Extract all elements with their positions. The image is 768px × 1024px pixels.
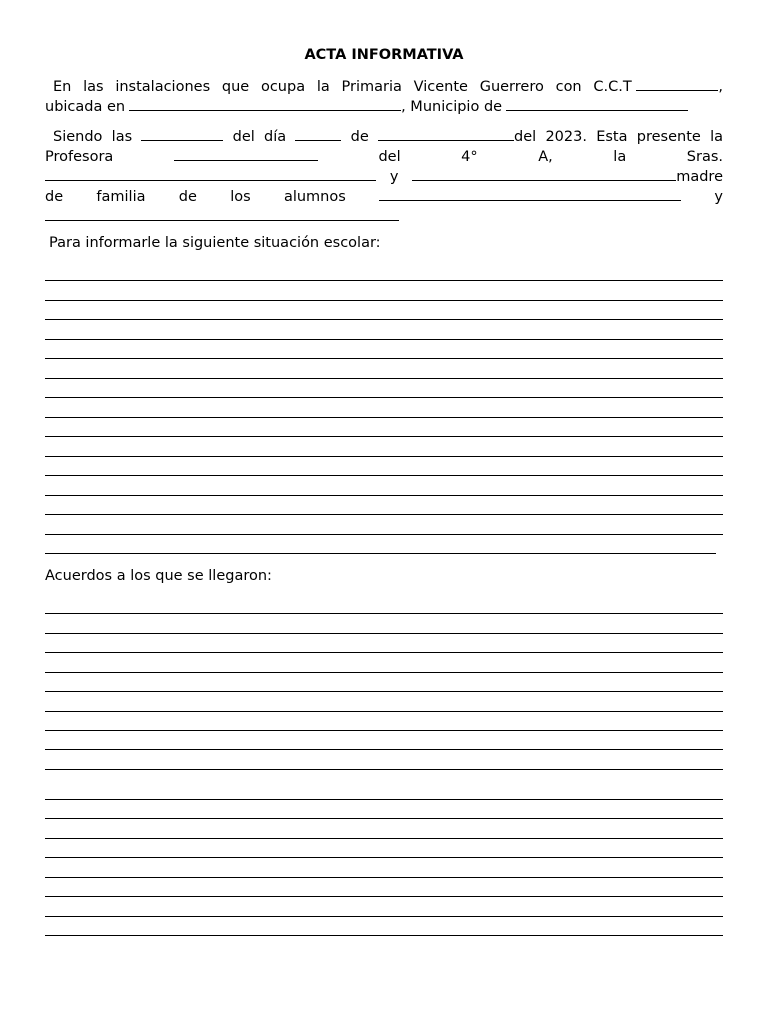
text-word: y [714, 189, 723, 205]
paragraph-2-line-5 [45, 205, 723, 225]
paragraph-1-line-1 [45, 75, 723, 95]
alumnos-1-blank[interactable] [379, 185, 681, 201]
mes-group [378, 125, 536, 147]
madre-group [412, 165, 723, 187]
alumnos-2-blank[interactable] [45, 205, 399, 221]
text-word: alumnos [283, 189, 346, 205]
writing-line[interactable] [45, 769, 723, 770]
writing-line[interactable] [45, 730, 723, 731]
text-word: Siendo [53, 129, 103, 145]
writing-line[interactable] [45, 838, 723, 839]
text-word: del [232, 129, 255, 145]
document-title: ACTA INFORMATIVA [304, 47, 464, 63]
paragraph-2-line-4 [45, 185, 723, 205]
text-word: madre [676, 169, 723, 185]
writing-line[interactable] [45, 553, 716, 554]
text-word: los [230, 189, 251, 205]
writing-line[interactable] [45, 280, 723, 281]
writing-line[interactable] [45, 514, 723, 515]
madre-2-blank[interactable] [412, 165, 676, 181]
paragraph-2-line-2 [45, 145, 723, 165]
text-word: día [264, 129, 287, 145]
acuerdos-label: Acuerdos a los que se llegaron: [45, 568, 272, 584]
writing-line[interactable] [45, 711, 723, 712]
writing-line[interactable] [45, 417, 723, 418]
text-word: las [83, 79, 104, 95]
writing-line[interactable] [45, 613, 723, 614]
writing-line[interactable] [45, 857, 723, 858]
writing-line[interactable] [45, 475, 723, 476]
comma: , [718, 79, 723, 95]
text-word: Sras. [686, 149, 723, 165]
writing-line[interactable] [45, 358, 723, 359]
mes-blank[interactable] [378, 125, 514, 141]
writing-line[interactable] [45, 378, 723, 379]
cct-group [593, 75, 723, 97]
hora-blank[interactable] [141, 125, 223, 141]
writing-line[interactable] [45, 300, 723, 301]
writing-line[interactable] [45, 495, 723, 496]
paragraph-2-line-3 [45, 165, 723, 185]
text-word: En [53, 79, 72, 95]
profesora-label: Profesora [45, 149, 114, 165]
writing-line[interactable] [45, 456, 723, 457]
text-word: instalaciones [115, 79, 211, 95]
grupo-text: A, [538, 149, 553, 165]
writing-line[interactable] [45, 749, 723, 750]
writing-line[interactable] [45, 896, 723, 897]
text-word: la [316, 79, 330, 95]
text-word: ocupa [260, 79, 306, 95]
text-word: Guerrero [479, 79, 544, 95]
text-word: Vicente [413, 79, 468, 95]
text-word: de [178, 189, 197, 205]
cct-label: C.C.T [593, 79, 632, 95]
paragraph-1-line-2 [45, 95, 723, 115]
writing-line[interactable] [45, 652, 723, 653]
writing-line[interactable] [45, 633, 723, 634]
dia-blank[interactable] [295, 125, 341, 141]
text-word: Primaria [341, 79, 402, 95]
writing-line[interactable] [45, 436, 723, 437]
ubicacion-blank[interactable] [129, 95, 401, 111]
ubicada-label: ubicada en [45, 99, 126, 115]
municipio-blank[interactable] [506, 95, 688, 111]
writing-line[interactable] [45, 916, 723, 917]
writing-line[interactable] [45, 339, 723, 340]
text-word: y [389, 169, 399, 185]
writing-line[interactable] [45, 877, 723, 878]
writing-line[interactable] [45, 319, 723, 320]
paragraph-2-line-1 [45, 125, 723, 145]
year-text: 2023. [545, 129, 587, 145]
text-word: del [378, 149, 401, 165]
text-word: con [555, 79, 582, 95]
writing-line[interactable] [45, 818, 723, 819]
situacion-label: Para informarle la siguiente situación escolar: [49, 235, 381, 251]
grado-text: 4° [461, 149, 478, 165]
text-word: la [710, 129, 723, 145]
madre-1-blank[interactable] [45, 165, 376, 181]
text-word: las [111, 129, 133, 145]
writing-line[interactable] [45, 397, 723, 398]
municipio-label: , Municipio de [401, 99, 503, 115]
writing-line[interactable] [45, 534, 723, 535]
writing-line[interactable] [45, 691, 723, 692]
text-word: del [514, 129, 537, 145]
text-word: familia [96, 189, 146, 205]
cct-blank[interactable] [636, 75, 718, 91]
writing-line[interactable] [45, 935, 723, 936]
text-word: la [613, 149, 627, 165]
text-word: de [350, 129, 369, 145]
text-word: Esta [596, 129, 628, 145]
text-word: de [45, 189, 64, 205]
text-word: que [221, 79, 250, 95]
text-word: presente [636, 129, 701, 145]
profesora-blank[interactable] [174, 145, 318, 161]
writing-line[interactable] [45, 799, 723, 800]
writing-line[interactable] [45, 672, 723, 673]
